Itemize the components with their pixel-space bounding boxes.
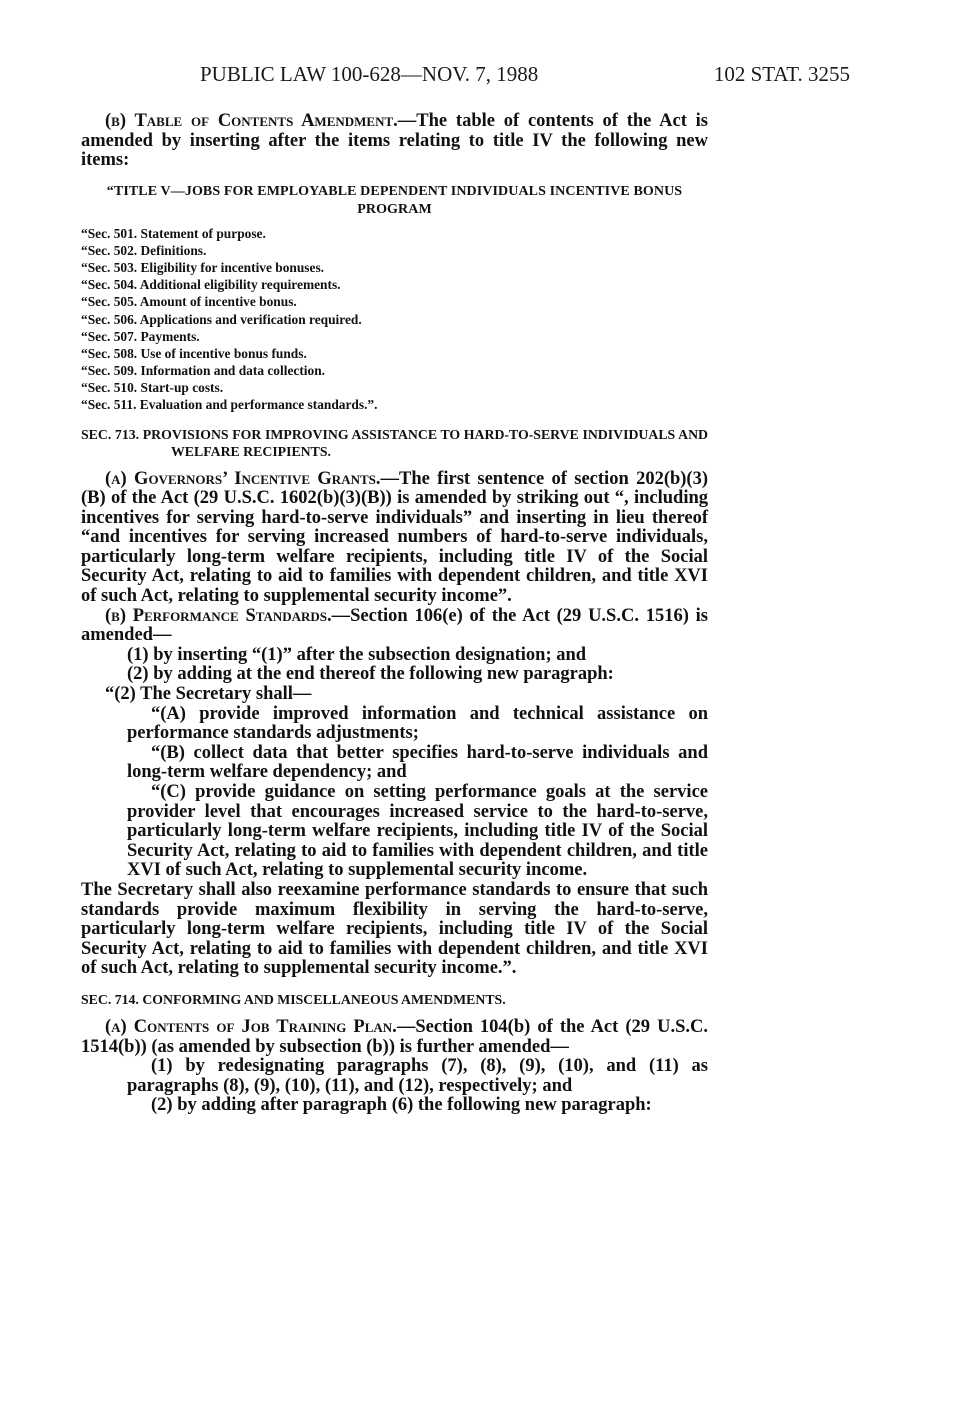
toc-item: “Sec. 507. Payments. [81, 328, 200, 344]
sec-713-heading: SEC. 713. PROVISIONS FOR IMPROVING ASSISTANCE TO HARD-TO-SERVE INDIVIDUALS AND WELFARE RECIPIENTS. [81, 426, 708, 459]
toc-item: “Sec. 505. Amount of incentive bonus. [81, 294, 297, 310]
quoted-subparagraph-a: “(A) provide improved information and technical assistance on performance standards adjustments; [127, 703, 708, 744]
header-page-number: 102 STAT. 3255 [713, 62, 850, 86]
sec-714-a-1: (1) by redesignating paragraphs (7), (8), (9), (10), and (11) as paragraphs (8), (9), (10), (11), and (12), respectively; and [127, 1056, 708, 1096]
sec-714-a-text: —Section 104(b) of the Act (29 U.S.C. 1514(b)) (as amended by subsection (b)) is further amended— [81, 1016, 708, 1057]
sec-713-b-1: (1) by inserting “(1)” after the subsection designation; and [127, 644, 587, 665]
toc-item: “Sec. 508. Use of incentive bonus funds. [81, 345, 307, 361]
toc-amendment-text: —The table of contents of the Act is amended by inserting after the items relating to title IV the following new items: [81, 111, 708, 171]
toc-item: “Sec. 503. Eligibility for incentive bonuses. [81, 260, 325, 276]
quoted-subparagraph-c: “(C) provide guidance on setting performance goals at the service provider level that encourages increased service to the hard-to-serve, particularly long-term welfare recipients, including title IV of the Social Security Act, relating to aid to families with dependent children, and title XVI of such Act, relating to supplemental security income. [127, 782, 708, 881]
toc-item: “Sec. 504. Additional eligibility requirements. [81, 277, 341, 293]
quoted-paragraph-2: “(2) The Secretary shall— [105, 684, 312, 705]
sec-714-heading: SEC. 714. CONFORMING AND MISCELLANEOUS AMENDMENTS. [81, 991, 506, 1007]
toc-item: “Sec. 510. Start-up costs. [81, 380, 224, 396]
toc-item: “Sec. 501. Statement of purpose. [81, 225, 266, 241]
sec-713-a-label: (a) Governors’ Incentive Grants. [105, 468, 381, 489]
toc-list [81, 225, 708, 414]
closing-paragraph: The Secretary shall also reexamine performance standards to ensure that such standards provide maximum flexibility in serving the hard-to-serve, particularly long-term welfare recipients, including title IV of the Social Security Act, relating to aid to families with dependent children, and title XVI of such Act, relating to supplemental security income.”. [81, 879, 708, 979]
sec-713-a-text: —The first sentence of section 202(b)(3)(B) of the Act (29 U.S.C. 1602(b)(3)(B)) is amended by striking out “, including incentives for serving hard-to-serve individuals” and inserting in lieu thereof “and incentives for serving increased numbers of hard-to-serve individuals, particularly long-term welfare recipients, including title IV of the Social Security Act, relating to aid to families with dependent children, and title XVI of such Act, relating to supplemental security income”. [81, 468, 709, 607]
toc-item: “Sec. 511. Evaluation and performance standards.”. [81, 397, 378, 413]
toc-item: “Sec. 502. Definitions. [81, 242, 207, 258]
quoted-subparagraph-b: “(B) collect data that better specifies hard-to-serve individuals and long-term welfare dependency; and [127, 742, 708, 783]
sec-713-b-2: (2) by adding at the end thereof the following new paragraph: [127, 664, 614, 685]
toc-title-v: “TITLE V—JOBS FOR EMPLOYABLE DEPENDENT INDIVIDUALS INCENTIVE BONUS PROGRAM [106, 183, 683, 217]
sec-714-a-2: (2) by adding after paragraph (6) the following new paragraph: [151, 1095, 652, 1116]
toc-item: “Sec. 506. Applications and verification required. [81, 311, 362, 327]
sec-714-a [81, 1018, 708, 1057]
sec-714-a-label: (a) Contents of Job Training Plan. [105, 1016, 397, 1037]
toc-amendment-label: (b) Table of Contents Amendment. [105, 111, 398, 131]
sec-713-b-text: —Section 106(e) of the Act (29 U.S.C. 1516) is amended— [81, 605, 709, 646]
document-body [81, 112, 708, 1116]
sec-713-b-label: (b) Performance Standards. [105, 605, 332, 626]
toc-amendment-paragraph [81, 112, 708, 171]
sec-713-a [81, 470, 708, 607]
header-citation: PUBLIC LAW 100-628—NOV. 7, 1988 [200, 62, 539, 86]
sec-713-b [81, 607, 708, 646]
toc-item: “Sec. 509. Information and data collection. [81, 363, 325, 379]
